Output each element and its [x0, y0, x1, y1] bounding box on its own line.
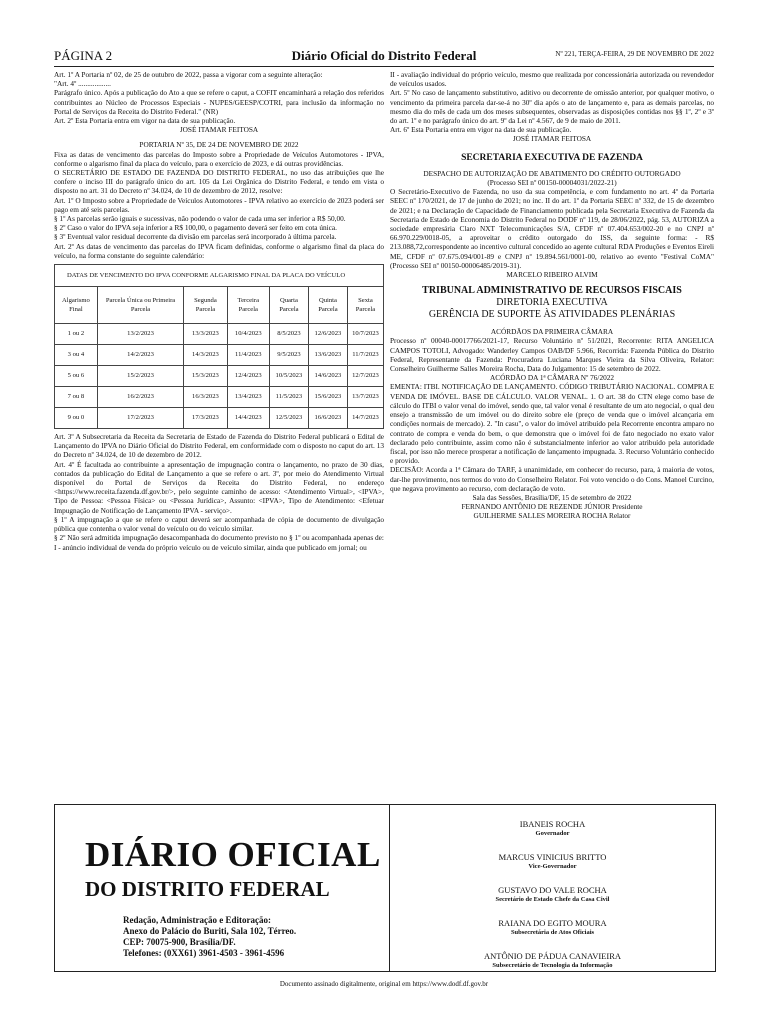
table-cell: 12/4/2023	[227, 366, 269, 387]
table-cell: 13/3/2023	[184, 324, 227, 345]
paragraph: § 2º Caso o valor do IPVA seja inferior a R$ 100,00, o pagamento deverá ser feito em cota única.	[54, 223, 337, 233]
paragraph: Art. 1º O Imposto sobre a Propriedade de Veículos Automotores - IPVA relativo ao exercício de 2023 poderá ser pago em até seis parcelas.	[54, 195, 384, 214]
header-rule	[54, 66, 714, 67]
table-cell: 8/5/2023	[269, 324, 308, 345]
masthead-address	[123, 915, 296, 959]
official-role: Subsecretário de Tecnologia da Informação	[492, 962, 613, 969]
table-cell: 16/6/2023	[308, 408, 347, 429]
paragraph: Art. 1º A Portaria nº 02, de 25 de outubro de 2022, passa a vigorar com a seguinte alteração:	[54, 70, 323, 79]
journal-title: Diário Oficial do Distrito Federal	[291, 48, 477, 63]
table-cell: 1 ou 2	[55, 324, 98, 345]
table-header-cell: Quarta Parcela	[269, 287, 308, 324]
table-header-cell: Terceira Parcela	[227, 287, 269, 324]
ipva-calendar-table	[54, 264, 384, 429]
paragraph: Art. 2º Esta Portaria entra em vigor na data de sua publicação.	[54, 116, 236, 126]
address-line: Anexo do Palácio do Buriti, Sala 102, Térreo.	[123, 926, 297, 936]
table-row	[55, 324, 384, 345]
table-header-cell: Algarismo Final	[55, 287, 98, 324]
table-cell: 14/4/2023	[227, 408, 269, 429]
table-row	[55, 408, 384, 429]
paragraph: DECISÃO: Acorda a 1ª Câmara do TARF, à unanimidade, em conhecer do recurso, para, à maioria de votos, dar-lhe provimento, nos termos do voto do Conselheiro Relator. Foi voto vencido o do Cons. Manoel Curcino, que negava provimento ao recurso, com declaração de voto.	[390, 465, 714, 493]
signature: GUILHERME SALLES MOREIRA ROCHA Relator	[473, 511, 631, 521]
paragraph: Processo nº 00040-00017766/2021-17, Recurso Voluntário nº 51/2021, Recorrente: RITA ANGELICA CAMPOS TOTOLI, Advogado: Wanderley Campos OAB/DF 5.966, Recorrida: Fazenda Pública do Distrito Federal, Representante da Fazenda: Procuradora Luciana Marques Vieira da Silva Oliveira, Relator: Conselheiro Guilherme Salles Moreira Rocha, Data do Julgamento: 15 de setembro de 2022.	[390, 336, 714, 374]
table-cell: 16/2/2023	[97, 387, 183, 408]
table-cell: 11/5/2023	[269, 387, 308, 408]
table-caption: DATAS DE VENCIMENTO DO IPVA CONFORME ALGARISMO FINAL DA PLACA DO VEÍCULO	[55, 265, 384, 287]
paragraph: II - avaliação individual do próprio veículo, mesmo que realizada por concessionária autorizada ou revendedor de veículos usados.	[390, 70, 714, 89]
paragraph: Fixa as datas de vencimento das parcelas do Imposto sobre a Propriedade de Veículos Automotores - IPVA, conforme o algarismo final da placa do veículo, para o exercício de 2023, e dá outras providências.	[54, 149, 384, 168]
table-header-cell: Segunda Parcela	[184, 287, 227, 324]
paragraph: Art. 6º Esta Portaria entra em vigor na data de sua publicação.	[390, 125, 572, 135]
session-place: Sala das Sessões, Brasília/DF, 15 de setembro de 2022	[472, 492, 632, 502]
signature: FERNANDO ANTÔNIO DE REZENDE JÚNIOR Presidente	[461, 502, 643, 512]
officials-list	[390, 819, 715, 984]
paragraph: § 1º A impugnação a que se refere o caput deverá ser acompanhada de cópia de documento de divulgação pública que contenha o valor venal do veículo ou do veículo similar.	[54, 514, 384, 534]
tribunal-subtitle: GERÊNCIA DE SUPORTE ÀS ATIVIDADES PLENÁRIAS	[428, 309, 676, 321]
paragraph: § 3º Eventual valor residual decorrente da divisão em parcelas será incorporado à última parcela.	[54, 232, 337, 242]
official-role: Secretário de Estado Chefe da Casa Civil	[495, 896, 610, 903]
table-cell: 12/5/2023	[269, 408, 308, 429]
acordaos-title: ACÓRDÃOS DA PRIMEIRA CÂMARA	[490, 327, 614, 337]
official-name: ANTÔNIO DE PÁDUA CANAVIEIRA	[483, 951, 622, 961]
tribunal-title: TRIBUNAL ADMINISTRATIVO DE RECURSOS FISCAIS	[422, 285, 682, 297]
table-cell: 5 ou 6	[55, 366, 98, 387]
official-role: Governador	[535, 830, 570, 837]
acordao-title: ACÓRDÃO DA 1ª CÂMARA Nº 76/2022	[489, 373, 615, 383]
table-cell: 13/6/2023	[308, 345, 347, 366]
despacho-title: DESPACHO DE AUTORIZAÇÃO DE ABATIMENTO DO CRÉDITO OUTORGADO	[423, 168, 681, 178]
paragraph: § 1º As parcelas serão iguais e sucessivas, não podendo o valor de cada uma ser inferior a R$ 50,00.	[54, 214, 346, 224]
table-cell: 7 ou 8	[55, 387, 98, 408]
masthead-subtitle: DO DISTRITO FEDERAL	[85, 877, 330, 901]
paragraph: I - anúncio individual de venda do próprio veículo ou de veículo similar, ainda que publicado em jornal; ou	[54, 542, 367, 552]
table-cell: 14/6/2023	[308, 366, 347, 387]
table-cell: 11/4/2023	[227, 345, 269, 366]
paragraph: Art. 2º As datas de vencimento das parcelas do IPVA ficam definidas, conforme o algarismo final da placa do veículo, na forma constante do seguinte calendário:	[54, 241, 384, 260]
table-cell: 16/3/2023	[184, 387, 227, 408]
table-cell: 13/7/2023	[347, 387, 383, 408]
paragraph: O SECRETÁRIO DE ESTADO DE FAZENDA DO DISTRITO FEDERAL, no uso das atribuições que lhe confere o inciso III do parágrafo único do art. 105 da Lei Orgânica do Distrito Federal, e tendo em vista o disposto no art. 31 do Decreto nº 34.024, de 10 de dezembro de 2012, resolve:	[54, 168, 384, 196]
table-cell: 11/7/2023	[347, 345, 383, 366]
paragraph: O Secretário-Executivo de Fazenda, no uso da sua competência, e com fundamento no art. 4º da Portaria SEEC nº 170/2021, de 17 de junho de 2021; no inc. II do art. 1º da Portaria SEEC nº 332, de 15 de dezembro de 2021; e na Declaração de Capacidade de Financiamento publicada pela Secretaria Executiva de Fazenda da Secretaria de Estado de Economia do Distrito Federal no DODF nº 119, de 28/06/2022, pág. 53, AUTORIZA a sociedade empresária Claro NXT Telecomunicações S/A, CFDF nº 07.404.653/002-20 e no CNPJ nº 66.970.229/0018-05, a aproveitar o crédito outorgado do ISS, da seguinte forma: - R$ 213.088,72,correspondente ao incentivo cultural concedido ao agente cultural RDA Produções e Eventos Eireli ME, CFDF nº 07.675.094/001-89 e CNPJ nº 19.894.561/0001-00, relativo ao evento "Festival CoMA" (Processo SEI nº 00150-00006485/2019-31).	[390, 187, 715, 270]
left-column	[54, 70, 384, 552]
table-cell: 12/7/2023	[347, 366, 383, 387]
table-cell: 10/5/2023	[269, 366, 308, 387]
table-cell: 9/5/2023	[269, 345, 308, 366]
signature: JOSÉ ITAMAR FEITOSA	[179, 125, 259, 135]
table-cell: 14/3/2023	[184, 345, 227, 366]
table-row	[55, 366, 384, 387]
paragraph: § 2º Não será admitida impugnação desacompanhada do documento previsto no § 1º ou acompanhada apenas de:	[54, 533, 384, 543]
table-header-cell: Parcela Única ou Primeira Parcela	[97, 287, 183, 324]
paragraph: "Art. 4º ..................	[54, 79, 111, 89]
table-cell: 14/7/2023	[347, 408, 383, 429]
masthead-left	[55, 805, 389, 971]
right-column	[390, 70, 714, 521]
table-cell: 17/2/2023	[97, 408, 183, 429]
table-cell: 9 ou 0	[55, 408, 98, 429]
official-name: GUSTAVO DO VALE ROCHA	[498, 885, 607, 895]
page-header	[54, 48, 714, 66]
table-cell: 3 ou 4	[55, 345, 98, 366]
table-cell: 15/2/2023	[97, 366, 183, 387]
address-line: Redação, Administração e Editoração:	[123, 915, 271, 925]
official-name: RAIANA DO EGITO MOURA	[498, 918, 607, 928]
signature: JOSÉ ITAMAR FEITOSA	[512, 134, 592, 144]
table-cell: 12/6/2023	[308, 324, 347, 345]
table-cell: 17/3/2023	[184, 408, 227, 429]
despacho-process: (Processo SEI nº 00150-00004031/2022-21)	[487, 178, 617, 188]
table-cell: 13/4/2023	[227, 387, 269, 408]
paragraph: Art. 3º A Subsecretaria da Receita da Secretaria de Estado de Fazenda do Distrito Federal publicará o Edital de Lançamento do IPVA no Diário Oficial do Distrito Federal, em conformidade com o disposto no caput do art. 13 do Decreto nº 34.024, de 10 de dezembro de 2012.	[54, 432, 384, 460]
table-header-cell: Quinta Parcela	[308, 287, 347, 324]
portaria-title: PORTARIA Nº 35, DE 24 DE NOVEMBRO DE 2022	[139, 140, 299, 150]
tribunal-subtitle: DIRETORIA EXECUTIVA	[496, 297, 608, 309]
table-cell: 14/2/2023	[97, 345, 183, 366]
section-title: SECRETARIA EXECUTIVA DE FAZENDA	[461, 152, 643, 163]
masthead-title: DIÁRIO OFICIAL	[85, 835, 381, 874]
paragraph: EMENTA: ITBI. NOTIFICAÇÃO DE LANÇAMENTO. CÓDIGO TRIBUTÁRIO NACIONAL. COMPRA E VENDA DE IMÓVEL. BASE DE CÁLCULO. VALOR VENAL. 1. O art. 38 do CTN elege como base de cálculo do ITBI o valor venal do imóvel, sendo que, tal valor venal é resultante de um ato negocial, o qual deu ensejo a transmissão de um imóvel ou do direito sobre ele (preço de venda que o imóvel alcançaria em condições normais de mercado). 2. "In casu", o valor do imóvel atribuído pela Recorrente encontra amparo no contrato de compra e venda do bem, o que demonstra que o imóvel foi de fato negociado no exato valor declarado pelo contribuinte, assim como não é substancialmente inferior ao valor atribuído pela autoridade fiscal, por isso não merece prosperar a notificação de lançamento impugnada. 3. Recurso Voluntário conhecido e provido.	[390, 382, 714, 466]
edition-info: Nº 221, TERÇA-FEIRA, 29 DE NOVEMBRO DE 2022	[555, 50, 714, 58]
paragraph: Parágrafo único. Após a publicação do Ato a que se refere o caput, a COFIT encaminhará a relação dos referidos contribuintes ao Núcleo de Processos Especiais - NUPES/GEESP/COTRI, para inclusão da informação no Portal de Serviços da Receita do Distrito Federal." (NR)	[54, 88, 384, 116]
page-number: PÁGINA 2	[54, 48, 113, 63]
signature: MARCELO RIBEIRO ALVIM	[506, 270, 598, 280]
table-row	[55, 345, 384, 366]
table-cell: 10/7/2023	[347, 324, 383, 345]
table-cell: 15/6/2023	[308, 387, 347, 408]
address-line: CEP: 70075-900, Brasília/DF.	[123, 937, 236, 947]
table-cell: 13/2/2023	[97, 324, 183, 345]
paragraph: Art. 4º É facultada ao contribuinte a apresentação de impugnação contra o lançamento, no prazo de 30 dias, contados da publicação do Edital de Lançamento a que se refere o art. 3º, por meio do Atendimento Virtual disponível do Portal de Serviços da Receita do Distrito Federal, no endereço <https://www.receita.fazenda.df.gov.br/>, pelo seguinte caminho de acesso: <Atendimento Virtual>, <IPVA>, Tipo de Pessoa: <Pessoa Física> ou <Pessoa Jurídica>, Assunto: <IPVA>, Tipo de Atendimento: <Efetuar Impugnação de Notificação de Lançamento IPVA - serviço>.	[54, 459, 384, 515]
official-name: MARCUS VINICIUS BRITTO	[498, 852, 607, 862]
masthead-box	[54, 804, 716, 972]
official-name: IBANEIS ROCHA	[519, 819, 586, 829]
table-row	[55, 387, 384, 408]
table-cell: 15/3/2023	[184, 366, 227, 387]
table-header-cell: Sexta Parcela	[347, 287, 383, 324]
official-role: Vice-Governador	[528, 863, 577, 870]
table-cell: 10/4/2023	[227, 324, 269, 345]
paragraph: Art. 5º No caso de lançamento substitutivo, aditivo ou decorrente de omissão anterior, por qualquer motivo, o vencimento da primeira parcela dar-se-á no 30º dia após o ato de lançamento e, para as demais parcelas, no mesmo dia do mês de cada um dos meses subsequentes, observadas as disposições contidas nos §§ 1º, 2º e 3º do art. 1º e no parágrafo único do art. 9º da Lei nº 4.567, de 9 de maio de 2011.	[390, 88, 714, 126]
address-line: Telefones: (0XX61) 3961-4503 - 3961-4596	[123, 948, 285, 958]
page-footer: Documento assinado digitalmente, original em https://www.dodf.df.gov.br	[279, 980, 489, 988]
official-role: Subsecretária de Atos Oficiais	[510, 929, 595, 936]
